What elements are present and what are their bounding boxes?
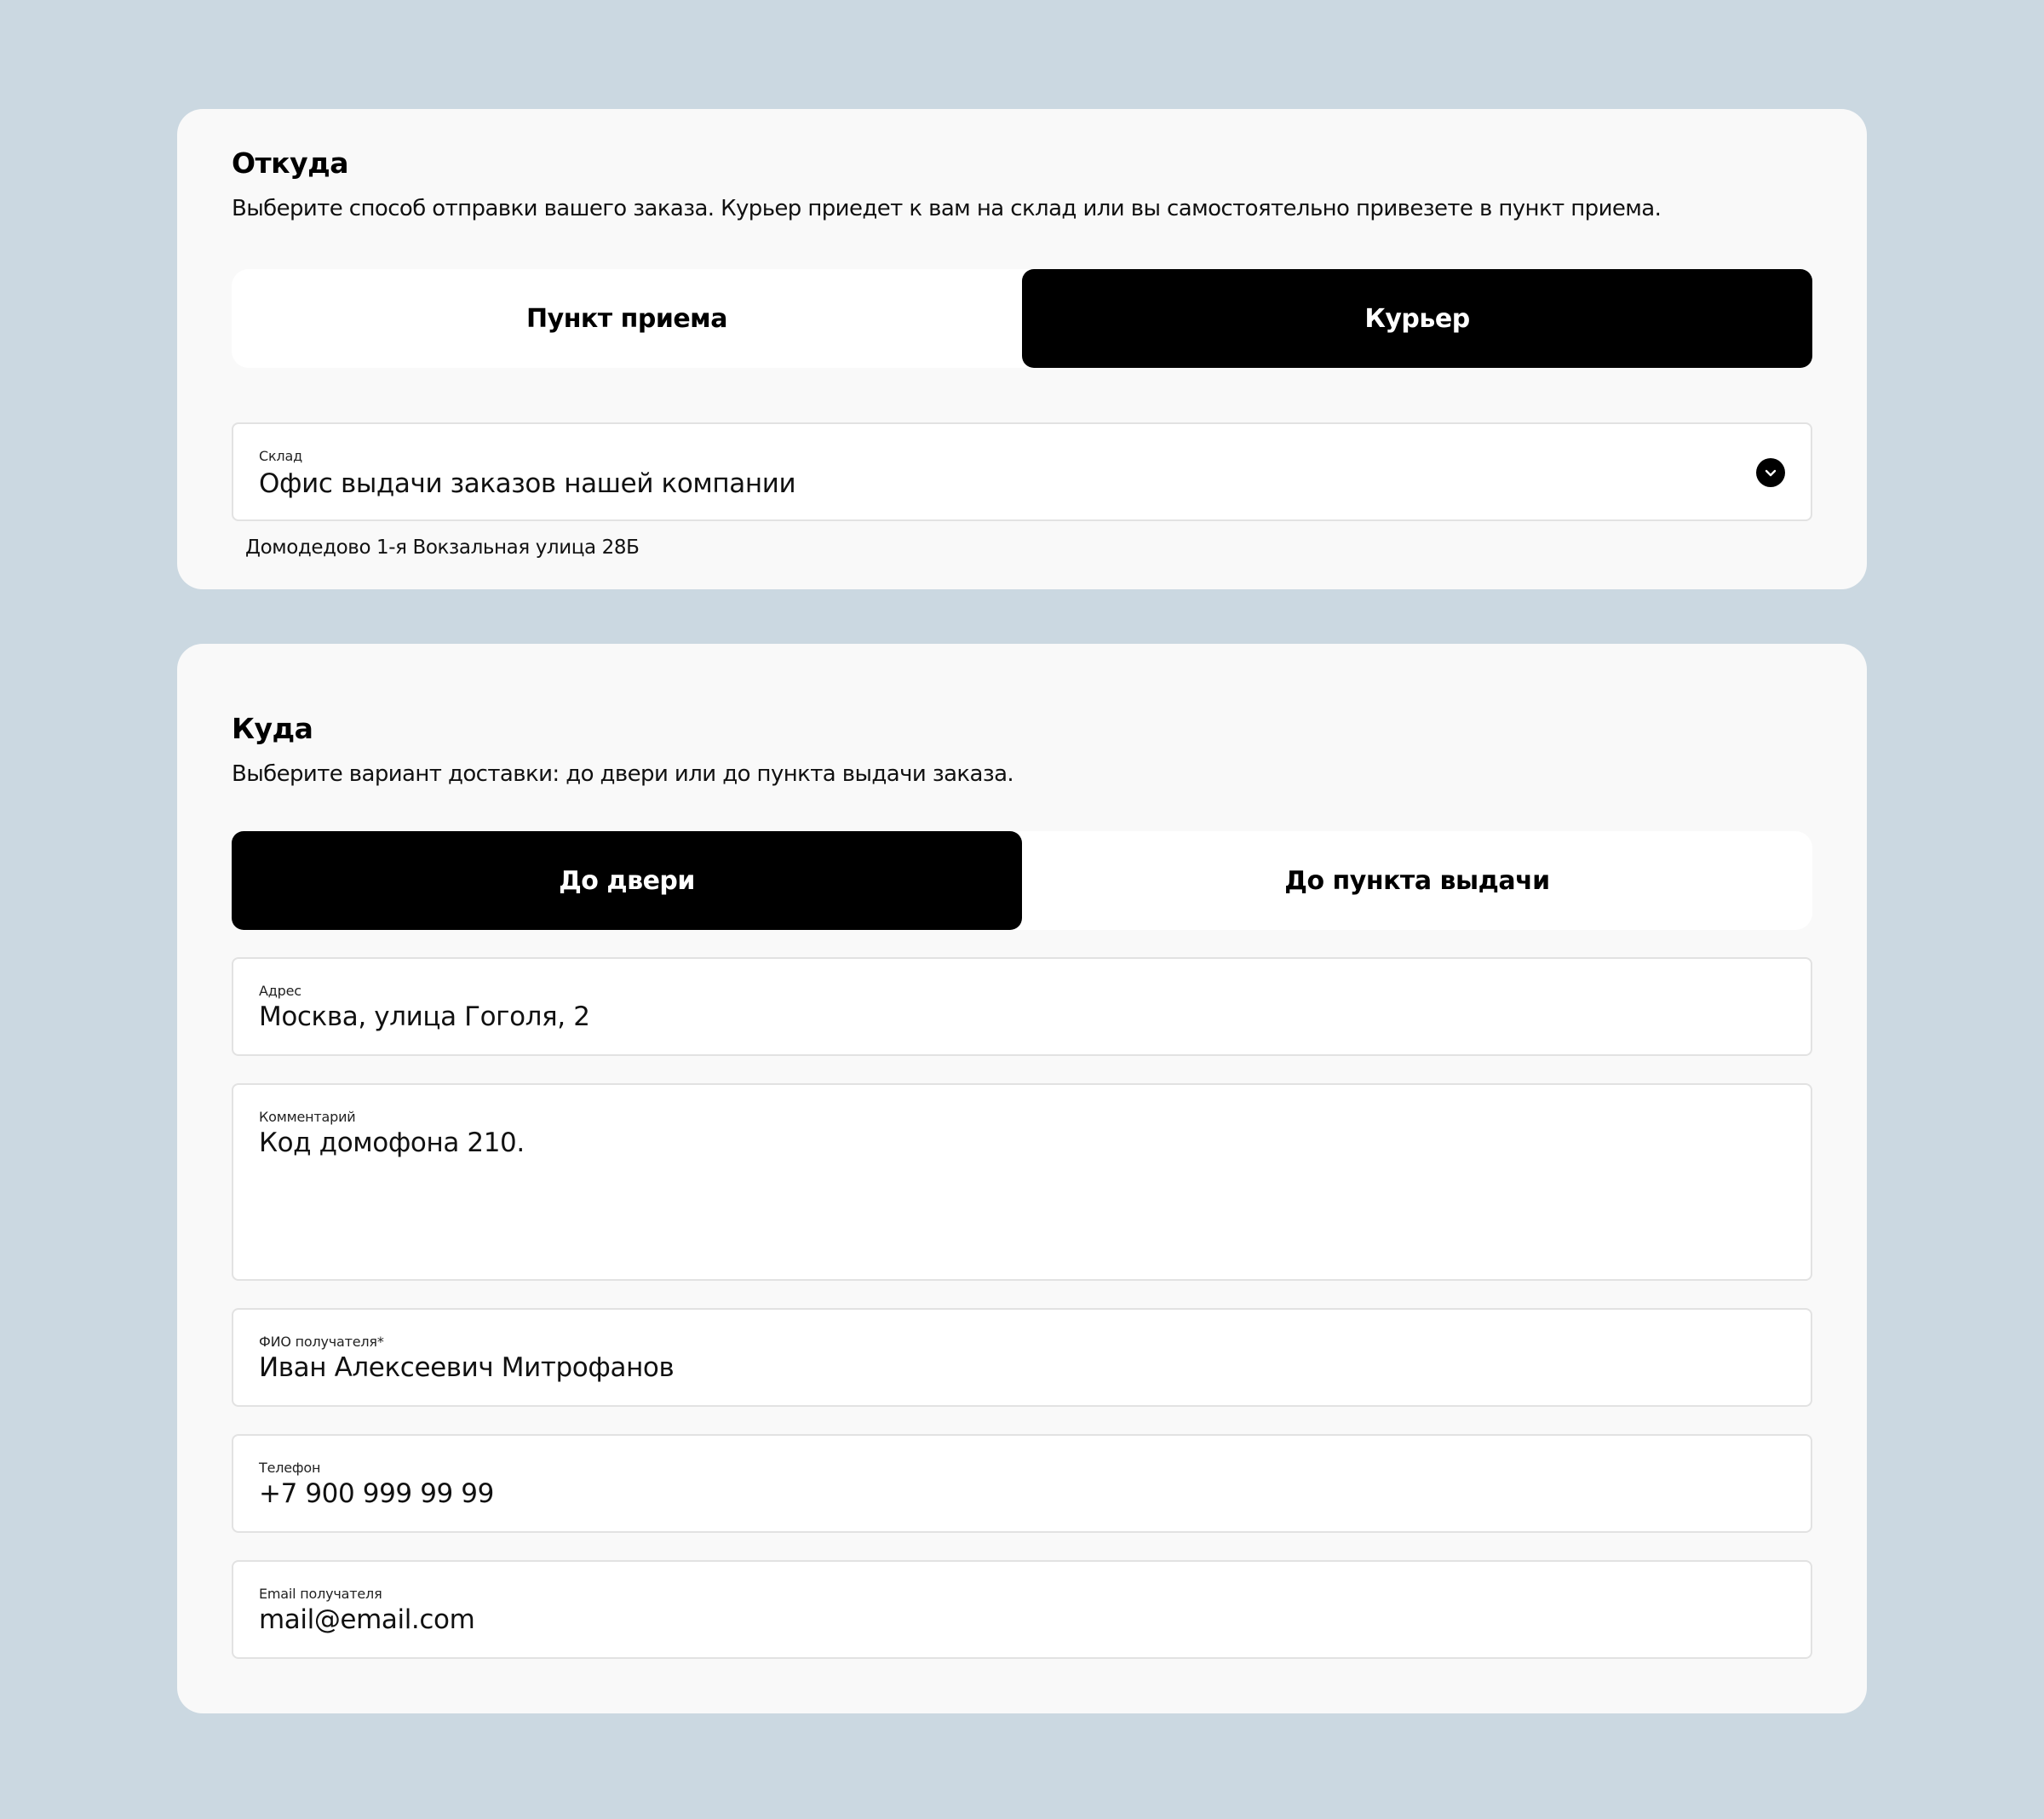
to-title: Куда: [232, 712, 313, 745]
to-description: Выберите вариант доставки: до двери или до пункта выдачи заказа.: [232, 761, 1014, 787]
chevron-down-icon[interactable]: [1756, 458, 1785, 487]
to-card: [177, 644, 1867, 1713]
comment-label: Комментарий: [259, 1109, 356, 1125]
to-delivery-switch: [232, 831, 1812, 930]
from-title: Откуда: [232, 146, 349, 180]
address-label: Адрес: [259, 983, 301, 999]
address-field[interactable]: [232, 957, 1812, 1056]
recipient-name-value: Иван Алексеевич Митрофанов: [259, 1352, 675, 1383]
warehouse-value: Офис выдачи заказов нашей компании: [259, 468, 796, 499]
from-description: Выберите способ отправки вашего заказа. Курьер приедет к вам на склад или вы самостоятельно привезете в пункт приема.: [232, 196, 1662, 221]
email-field[interactable]: [232, 1560, 1812, 1659]
warehouse-label: Склад: [259, 448, 302, 464]
tab-courier[interactable]: Курьер: [1022, 269, 1812, 368]
warehouse-address-hint: Домодедово 1-я Вокзальная улица 28Б: [245, 537, 640, 559]
from-method-switch: [232, 269, 1812, 368]
from-card: [177, 109, 1867, 589]
email-label: Email получателя: [259, 1586, 382, 1602]
comment-field[interactable]: [232, 1083, 1812, 1281]
warehouse-select[interactable]: [232, 422, 1812, 521]
phone-value: +7 900 999 99 99: [259, 1478, 494, 1509]
tab-to-pickup-point[interactable]: До пункта выдачи: [1284, 865, 1550, 896]
recipient-name-label: ФИО получателя*: [259, 1334, 384, 1350]
email-value: mail@email.com: [259, 1604, 475, 1635]
phone-label: Телефон: [259, 1460, 321, 1476]
tab-to-door[interactable]: До двери: [232, 831, 1022, 930]
address-value: Москва, улица Гоголя, 2: [259, 1001, 590, 1032]
recipient-name-field[interactable]: [232, 1308, 1812, 1407]
comment-value: Код домофона 210.: [259, 1128, 525, 1158]
tab-pickup-point[interactable]: Пункт приема: [526, 303, 727, 334]
phone-field[interactable]: [232, 1434, 1812, 1533]
